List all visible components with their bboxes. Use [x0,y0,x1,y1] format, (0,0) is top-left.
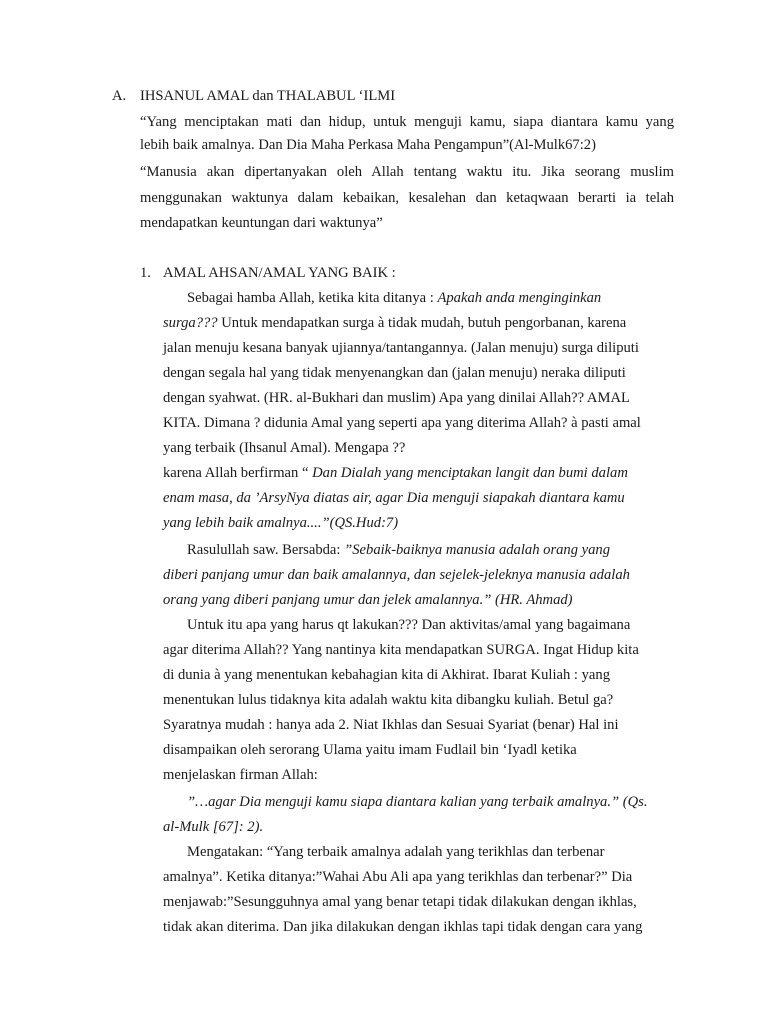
p5-line1-italic: ”…agar Dia menguji kamu siapa diantara kalian yang terbaik amalnya.” (Qs. [187,794,648,810]
p2-line1-text: karena Allah berfirman “ [163,465,313,481]
p4-line1: Untuk itu apa yang harus qt lakukan??? Dan aktivitas/amal yang bagaimana [187,617,631,633]
p3-line1 [187,538,610,562]
p3-line1-italic: ”Sebaik-baiknya manusia adalah orang yang [344,542,611,558]
p3-line3 [163,588,573,612]
p2-line1-italic: Dan Dialah yang menciptakan langit dan bumi dalam [312,465,628,481]
p1-line2-text: Untuk mendapatkan surga à tidak mudah, butuh pengorbanan, karena [217,315,627,331]
p3-line1-text: Rasulullah saw. Bersabda: [187,542,345,558]
p3-line2 [163,563,630,587]
p3-line2-italic: diberi panjang umur dan baik amalannya, dan sejelek-jeleknya manusia adalah [163,567,630,583]
p6-line1: Mengatakan: “Yang terbaik amalnya adalah yang terikhlas dan terbenar [187,844,605,860]
p1-line1-text: Sebagai hamba Allah, ketika kita ditanya : [187,290,438,306]
p1-line6: KITA. Dimana ? didunia Amal yang seperti apa yang diterima Allah? à pasti amal [163,415,641,431]
p2-line3-italic: yang lebih baik amalnya....”(QS.Hud:7) [163,515,399,531]
p1-line3: jalan menuju kesana banyak ujiannya/tantangannya. (Jalan menuju) surga diliputi [163,340,639,356]
p4-line2: agar diterima Allah?? Yang nantinya kita mendapatkan SURGA. Ingat Hidup kita [163,642,639,658]
p1-line2 [163,311,626,335]
p4-line4: menentukan lulus tidaknya kita adalah waktu kita dibangku kuliah. Betul ga? [163,692,614,708]
p5-line2 [163,815,263,839]
p1-line4: dengan segala hal yang tidak menyenangkan dan (jalan menuju) neraka diliputi [163,365,626,381]
p6-line3: menjawab:”Sesungguhnya amal yang benar tetapi tidak dilakukan dengan ikhlas, [163,894,637,910]
p4-line7: menjelaskan firman Allah: [163,767,318,783]
p4-line5: Syaratnya mudah : hanya ada 2. Niat Ikhlas dan Sesuai Syariat (benar) Hal ini [163,717,619,733]
p1-line1 [187,286,601,310]
quote1-line2: lebih baik amalnya. Dan Dia Maha Perkasa Maha Pengampun”(Al-Mulk67:2) [140,137,596,153]
p5-line1 [187,790,648,814]
quote2-line1: “Manusia akan dipertanyakan oleh Allah tentang waktu itu. Jika seorang muslim [140,164,674,180]
p4-line6: disampaikan oleh serorang Ulama yaitu imam Fudlail bin ‘Iyadl ketika [163,742,577,758]
p4-line3: di dunia à yang menentukan kebahagian kita di Akhirat. Ibarat Kuliah : yang [163,667,610,683]
p1-line1-italic: Apakah anda menginginkan [437,290,602,306]
item1-marker: 1. [140,265,151,281]
p1-line5: dengan syahwat. (HR. al-Bukhari dan muslim) Apa yang dinilai Allah?? AMAL [163,390,630,406]
quote2-line2: menggunakan waktunya dalam kebaikan, kesalehan dan ketaqwaan berarti ia telah [140,190,674,206]
p2-line2 [163,486,625,510]
p2-line3 [163,511,398,535]
section-a-marker: A. [112,88,127,104]
p6-line4: tidak akan diterima. Dan jika dilakukan dengan ikhlas tapi tidak dengan cara yang [163,919,643,935]
quote2-line3: mendapatkan keuntungan dari waktunya” [140,215,383,231]
p3-line3-italic: orang yang diberi panjang umur dan jelek amalannya.” (HR. Ahmad) [163,592,573,608]
p2-line2-italic: enam masa, da ’ArsyNya diatas air, agar Dia menguji siapakah diantara kamu [163,490,625,506]
section-a-heading: IHSANUL AMAL dan THALABUL ‘ILMI [140,88,396,104]
p6-line2: amalnya”. Ketika ditanya:”Wahai Abu Ali apa yang terikhlas dan terbenar?” Dia [163,869,633,885]
item1-heading: AMAL AHSAN/AMAL YANG BAIK : [163,265,396,281]
p2-line1 [163,461,628,485]
quote1-line1: “Yang menciptakan mati dan hidup, untuk menguji kamu, siapa diantara kamu yang [140,114,674,130]
p5-line2-italic: al-Mulk [67]: 2). [163,819,264,835]
p1-line2-italic: surga??? [163,315,218,331]
p1-line7: yang terbaik (Ihsanul Amal). Mengapa ?? [163,440,406,456]
